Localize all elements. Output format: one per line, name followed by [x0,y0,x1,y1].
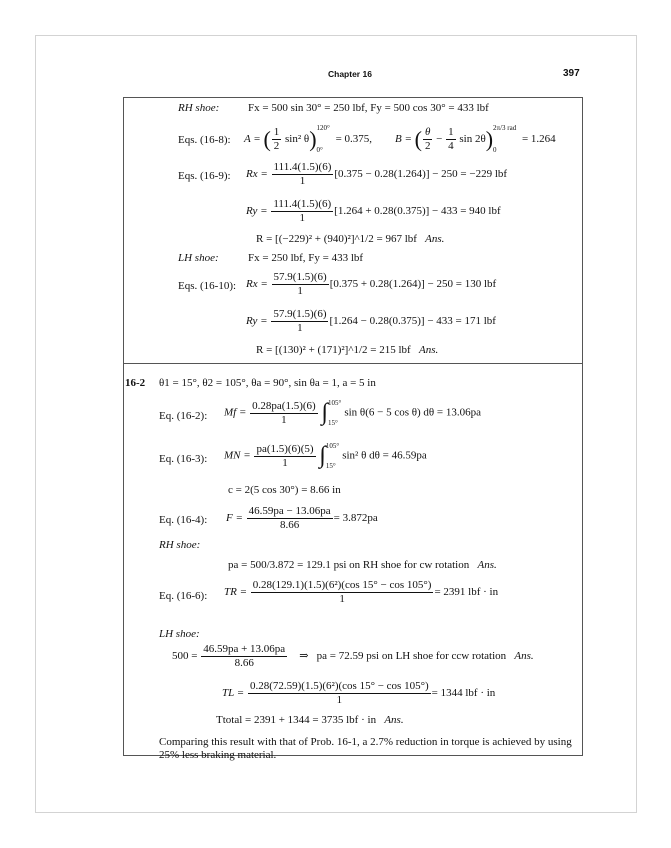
eq-16-9-ref: Eqs. (16-9): [178,170,231,182]
eq-16-8-A: A = ( $\frac{1}{2}$ sin² θ) 120° 0° = 0.375, [244,124,373,155]
eq-16-10-R: R = [(130)² + (171)²]^1/2 = 215 lbf Ans. [256,344,439,356]
page-number: 397 [563,68,580,79]
eq-16-9-R: R = [(−229)² + (940)²]^1/2 = 967 lbf Ans. [256,233,445,245]
eq-16-10-Rx: Rx = $\frac{57.9(1.5)(6)}{1}$ [0.375 + 0.28(1.264)] − 250 = 130 lbf [246,271,497,297]
total-torque: Ttotal = 2391 + 1344 = 3735 lbf · in Ans. [216,714,404,726]
eq-16-8-B: B = ( $\frac{\theta}{2}$ − $\frac{1}{4}$ sin 2θ) 2π/3 rad 0 = 1.264 [395,124,556,155]
lh-shoe-forces: Fx = 250 lbf, Fy = 433 lbf [248,252,364,264]
lh-shoe-label: LH shoe: [178,252,219,264]
lh-eq: 500 = $\frac{46.59pa + 13.06pa}{8.66}$ ⇒ pa = 72.59 psi on LH shoe for ccw rotation Ans. [172,643,534,669]
eq-16-2: Mf = $\frac{0.28pa(1.5)(6)}{1}$ ∫ 105° 15° sin θ(6 − 5 cos θ) dθ = 13.06pa [224,399,482,427]
eq-16-9-Ry: Ry = $\frac{111.4(1.5)(6)}{1}$ [1.264 + 0.28(0.375)] − 433 = 940 lbf [246,198,501,224]
eq-16-10-Ry: Ry = $\frac{57.9(1.5)(6)}{1}$ [1.264 − 0.28(0.375)] − 433 = 171 lbf [246,308,496,334]
eq-16-9-Rx: Rx = $\frac{111.4(1.5)(6)}{1}$ [0.375 − 0.28(1.264)] − 250 = −229 lbf [246,161,508,187]
eq-16-4: F = $\frac{46.59pa - 13.06pa}{8.66}$ = 3.872pa [226,505,378,531]
tl-eq: TL = $\frac{\text{0.28(72.59)(1.5)(6²)(cos 15° − cos 105°)}}{1}$ = 1344 lbf · in [222,680,496,706]
conclusion-text: Comparing this result with that of Prob. 16-1, a 2.7% reduction in torque is achieved by using 25% less braking material. [159,736,572,761]
eq-16-10-ref: Eqs. (16-10): [178,280,237,292]
pa-rh: pa = 500/3.872 = 129.1 psi on RH shoe for cw rotation Ans. [228,559,497,571]
problem-given: θ1 = 15°, θ2 = 105°, θa = 90°, sin θa = 1, a = 5 in [159,377,376,389]
eq-16-2-ref: Eq. (16-2): [159,410,208,422]
eq-16-8-ref: Eqs. (16-8): [178,134,231,146]
rh-shoe-forces: Fx = 500 sin 30° = 250 lbf, Fy = 500 cos 30° = 433 lbf [248,102,489,114]
rh-shoe-label-2: RH shoe: [159,539,201,551]
c-line: c = 2(5 cos 30°) = 8.66 in [228,484,341,496]
problem-number: 16-2 [125,377,146,389]
lh-shoe-label-2: LH shoe: [159,628,200,640]
eq-16-4-ref: Eq. (16-4): [159,514,208,526]
eq-16-3-ref: Eq. (16-3): [159,453,208,465]
eq-16-3: MN = $\frac{pa(1.5)(6)(5)}{1}$ ∫ 105° 15° sin² θ dθ = 46.59pa [224,442,427,470]
chapter-header: Chapter 16 [328,69,372,79]
rh-shoe-label: RH shoe: [178,102,220,114]
eq-16-6: TR = $\frac{\text{0.28(129.1)(1.5)(6²)(cos 15° − cos 105°)}}{1}$ = 2391 lbf · in [224,579,499,605]
eq-16-6-ref: Eq. (16-6): [159,590,208,602]
